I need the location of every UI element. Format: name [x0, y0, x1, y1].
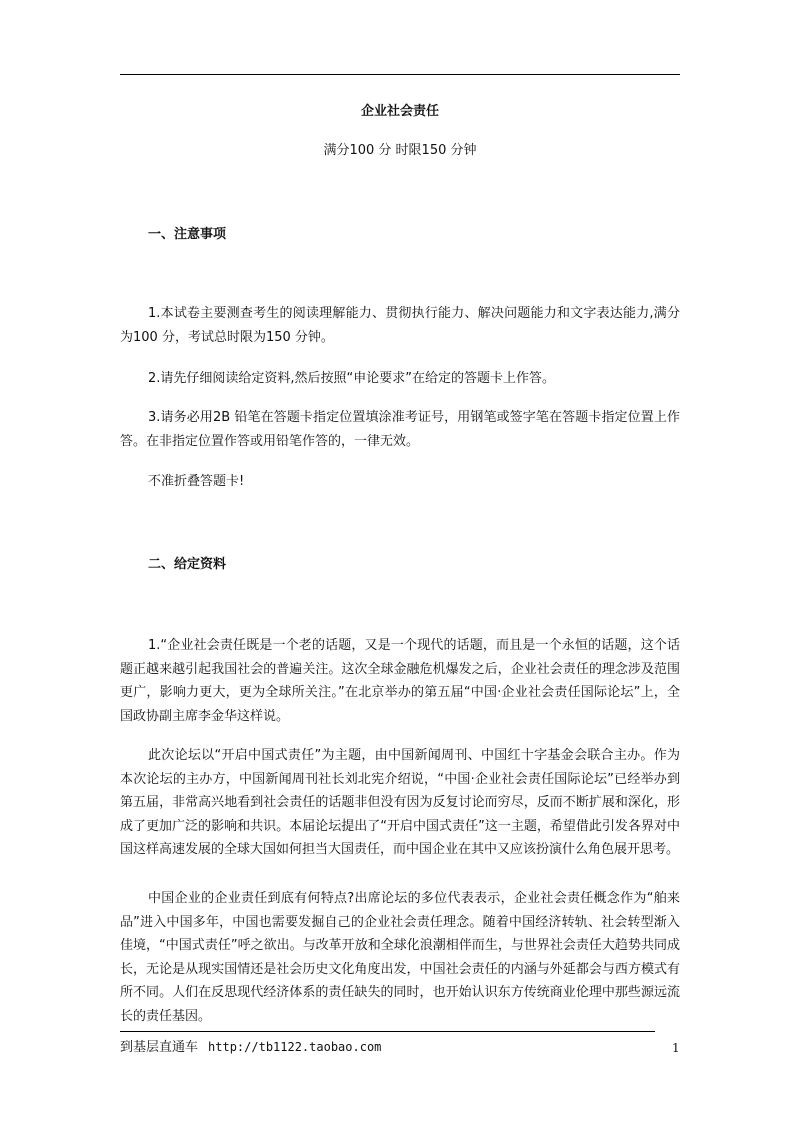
footer — [120, 1038, 381, 1057]
document-title: 企业社会责任 — [360, 104, 439, 119]
materials-paragraph-1: 1.“企业社会责任既是一个老的话题，又是一个现代的话题，而且是一个永恒的话题，这个话题正越来越引起我国社会的普遍关注。这次全球金融危机爆发之后，企业社会责任的理念涉及范围更广，影响力更大，更为全球所关注。”在北京举办的第五届“中国·企业社会责任国际论坛”上，全国政协副主席李金华这样说。 — [120, 638, 680, 724]
materials-paragraph-3: 中国企业的企业责任到底有何特点?出席论坛的多位代表表示，企业社会责任概念作为“舶来品”进入中国多年，中国也需要发掘自己的企业社会责任理念。随着中国经济转轨、社会转型渐入佳境，“中国式责任”呼之欲出。与改革开放和全球化浪潮相伴而生，与世界社会责任大趋势共同成长，无论是从现实国情还是社会历史文化角度出发，中国社会责任的内涵与外延都会与西方模式有所不同。人们在反思现代经济体系的责任缺失的同时，也开始认识东方传统商业伦理中那些源远流长的责任基因。 — [120, 891, 680, 1024]
header-rule — [120, 74, 680, 75]
page-number: 1 — [672, 1041, 680, 1055]
notes-paragraph-1: 1.本试卷主要测查考生的阅读理解能力、贯彻执行能力、解决问题能力和文字表达能力,满分为100 分，考试总时限为150 分钟。 — [120, 306, 680, 345]
section-heading-notes: 一、注意事项 — [148, 227, 227, 242]
notes-paragraph-3: 3.请务必用2B 铅笔在答题卡指定位置填涂准考证号，用钢笔或签字笔在答题卡指定位置上作答。在非指定位置作答或用铅笔作答的，一律无效。 — [120, 410, 680, 449]
footer-label: 到基层直通车 — [120, 1040, 199, 1055]
notes-paragraph-4: 不准折叠答题卡! — [148, 474, 245, 489]
notes-paragraph-2: 2.请先仔细阅读给定资料,然后按照“申论要求”在给定的答题卡上作答。 — [148, 371, 556, 386]
materials-paragraph-2: 此次论坛以“开启中国式责任”为主题，由中国新闻周刊、中国红十字基金会联合主办。作为本次论坛的主办方，中国新闻周刊社长刘北宪介绍说，“中国·企业社会责任国际论坛”已经举办到第五届，非常高兴地看到社会责任的话题非但没有因为反复讨论而穷尽，反而不断扩展和深化，形成了更加广泛的影响和共识。本届论坛提出了“开启中国式责任”这一主题，希望借此引发各界对中国这样高速发展的全球大国如何担当大国责任，而中国企业在其中又应该扮演什么角色展开思考。 — [120, 748, 680, 857]
footer-rule — [120, 1031, 655, 1032]
section-heading-materials: 二、给定资料 — [148, 557, 227, 572]
document-subtitle: 满分100 分 时限150 分钟 — [323, 143, 477, 158]
footer-url[interactable]: http://tb1122.taobao.com — [208, 1040, 382, 1054]
